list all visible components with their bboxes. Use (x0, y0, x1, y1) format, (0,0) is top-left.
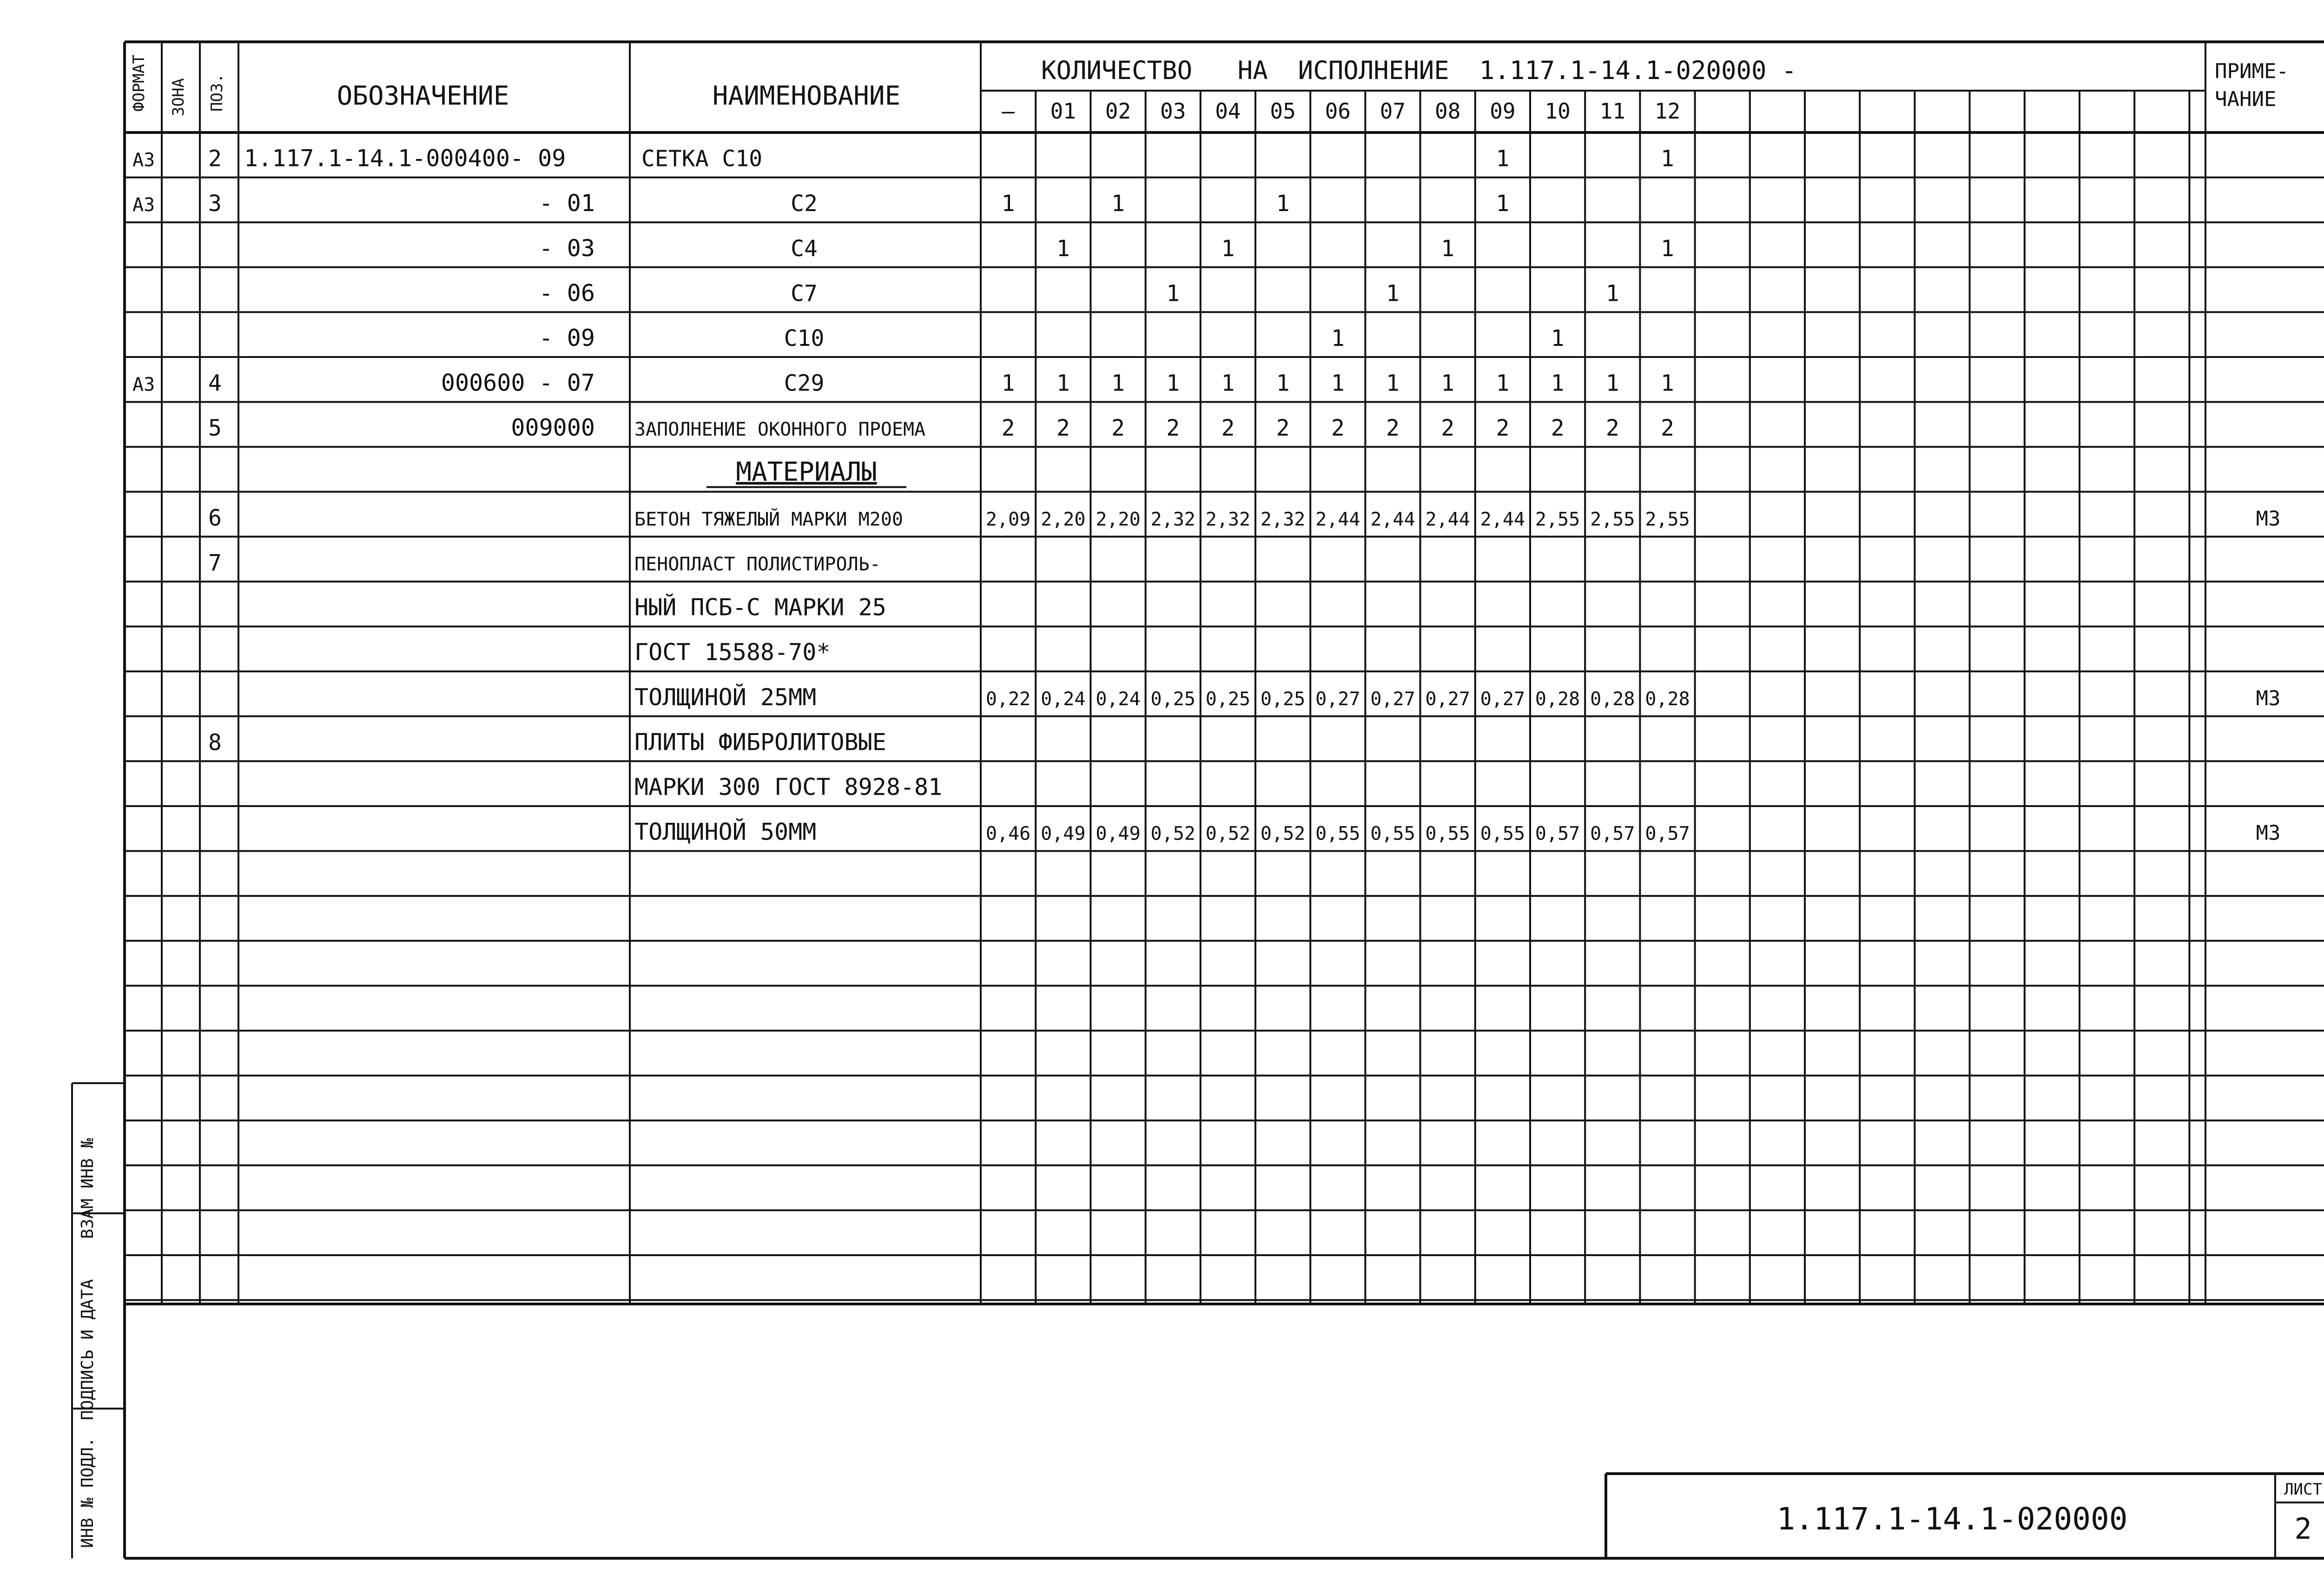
cell-qty: 1 (1111, 191, 1125, 217)
cell-note: М3 (2256, 507, 2281, 531)
cell-qty: 1 (1001, 370, 1015, 397)
cell-designation: - 09 (539, 324, 595, 351)
cell-qty: 2,44 (1425, 509, 1470, 530)
cell-qty: 2 (1166, 415, 1180, 442)
section-heading: МАТЕРИАЛЫ (736, 457, 877, 487)
cell-qty: 0,55 (1315, 823, 1360, 845)
cell-qty: 1 (1605, 280, 1619, 307)
header-designation: ОБОЗНАЧЕНИЕ (337, 81, 509, 111)
qty-column-header: 10 (1545, 99, 1571, 124)
cell-note: М3 (2256, 821, 2281, 845)
cell-pos: 2 (208, 146, 222, 172)
cell-qty: 2,20 (1096, 509, 1141, 530)
cell-qty: 1 (1551, 370, 1565, 397)
cell-qty: 2 (1276, 415, 1290, 442)
cell-qty: 1 (1056, 370, 1070, 397)
cell-pos: 4 (208, 370, 222, 397)
cell-qty: 0,27 (1425, 688, 1470, 710)
cell-qty: 2 (1551, 415, 1565, 442)
table-row (208, 728, 886, 755)
cell-designation: - 01 (539, 190, 595, 217)
cell-qty: 2,44 (1480, 509, 1525, 530)
qty-column-header: 08 (1435, 99, 1461, 124)
cell-qty: 2 (1496, 415, 1510, 442)
cell-name: ГОСТ 15588-70* (634, 639, 831, 666)
cell-format: А3 (132, 149, 155, 171)
cell-qty: 2,20 (1041, 509, 1086, 530)
table-row (132, 145, 1674, 172)
cell-qty: 0,55 (1425, 823, 1470, 845)
qty-column-header: 11 (1599, 99, 1625, 124)
cell-name: С4 (791, 235, 818, 262)
header-name: НАИМЕНОВАНИЕ (712, 81, 901, 111)
cell-qty: 0,49 (1096, 823, 1141, 845)
title-block (1777, 1480, 2322, 1546)
cell-qty: 1 (1331, 325, 1345, 351)
table-row (634, 683, 2280, 711)
cell-qty: 2 (1605, 415, 1619, 442)
cell-qty: 0,57 (1645, 823, 1690, 845)
cell-qty: 1 (1386, 280, 1400, 307)
cell-qty: 1 (1661, 146, 1674, 172)
cell-qty: 0,25 (1205, 688, 1251, 710)
cell-designation: 009000 (511, 414, 595, 442)
cell-qty: 1 (1111, 370, 1125, 397)
qty-column-header: 09 (1490, 99, 1516, 124)
cell-qty: 1 (1166, 370, 1180, 397)
cell-qty: 0,28 (1645, 688, 1690, 710)
qty-column-header: 05 (1270, 99, 1296, 124)
cell-name: С2 (791, 191, 818, 217)
cell-qty: 1 (1496, 146, 1510, 172)
cell-name: СЕТКА С10 (641, 146, 763, 172)
cell-name: НЫЙ ПСБ-С МАРКИ 25 (634, 594, 886, 621)
qty-column-header: — (1002, 99, 1015, 124)
cell-qty: 2,44 (1315, 509, 1360, 530)
cell-designation: - 03 (539, 234, 595, 262)
cell-name: С29 (784, 370, 825, 397)
cell-qty: 1 (1496, 370, 1510, 397)
header-pos: ПОЗ. (208, 73, 226, 112)
cell-qty: 1 (1496, 191, 1510, 217)
cell-qty: 0,24 (1096, 688, 1141, 710)
cell-qty: 2,32 (1205, 509, 1251, 530)
cell-qty: 2 (1441, 415, 1455, 442)
cell-qty: 0,28 (1590, 688, 1635, 710)
table-row (634, 639, 830, 666)
table-row (539, 279, 1619, 306)
cell-qty: 2 (1661, 415, 1674, 442)
cell-pos: 7 (208, 550, 222, 576)
cell-qty: 2 (1221, 415, 1235, 442)
cell-pos: 5 (208, 415, 222, 442)
table-row (634, 818, 2280, 846)
cell-qty: 1 (1551, 325, 1565, 351)
cell-qty: 1 (1331, 370, 1345, 397)
cell-qty: 1 (1661, 235, 1674, 262)
qty-column-header: 07 (1380, 99, 1406, 124)
cell-qty: 0,25 (1260, 688, 1306, 710)
cell-qty: 2,55 (1535, 509, 1580, 530)
cell-designation: - 06 (539, 279, 595, 307)
table-row (706, 457, 906, 487)
cell-qty: 0,27 (1315, 688, 1360, 710)
table-row (634, 774, 942, 801)
cell-qty: 1 (1056, 235, 1070, 262)
cell-qty: 0,52 (1205, 823, 1251, 845)
qty-column-header: 03 (1160, 99, 1186, 124)
cell-qty: 0,55 (1370, 823, 1415, 845)
cell-note: М3 (2256, 686, 2281, 710)
cell-format: А3 (132, 194, 155, 216)
cell-qty: 2,32 (1150, 509, 1195, 530)
cell-name: БЕТОН ТЯЖЕЛЫЙ МАРКИ М200 (634, 509, 903, 530)
cell-qty: 2 (1331, 415, 1345, 442)
cell-name: ЗАПОЛНЕНИЕ ОКОННОГО ПРОЕМА (634, 419, 926, 441)
cell-qty: 1 (1276, 370, 1290, 397)
cell-name: МАРКИ 300 ГОСТ 8928-81 (634, 774, 943, 801)
cell-qty: 1 (1441, 370, 1455, 397)
table-rows (132, 145, 2280, 846)
cell-pos: 8 (208, 729, 222, 756)
cell-qty: 0,55 (1480, 823, 1525, 845)
qty-column-header: 12 (1654, 99, 1681, 124)
cell-qty: 2 (1056, 415, 1070, 442)
sheet-number: 2 (2294, 1512, 2312, 1546)
cell-qty: 0,49 (1041, 823, 1086, 845)
cell-qty: 0,57 (1535, 823, 1580, 845)
cell-designation: 000600 - 07 (441, 369, 595, 397)
cell-qty: 1 (1001, 191, 1015, 217)
cell-qty: 0,52 (1150, 823, 1195, 845)
cell-qty: 0,27 (1480, 688, 1525, 710)
cell-name: С10 (784, 325, 825, 351)
qty-column-header: 01 (1050, 99, 1076, 124)
cell-format: А3 (132, 374, 155, 396)
table-row (634, 594, 886, 621)
cell-qty: 1 (1386, 370, 1400, 397)
table-row (539, 324, 1565, 351)
cell-qty: 0,52 (1260, 823, 1306, 845)
qty-column-header: 02 (1105, 99, 1131, 124)
sheet-label: ЛИСТ (2284, 1480, 2322, 1499)
cell-qty: 2,44 (1370, 509, 1415, 530)
header-format: ФОРМАТ (130, 54, 148, 112)
cell-name: ТОЛЩИНОЙ 25ММ (634, 683, 817, 711)
cell-qty: 0,25 (1150, 688, 1195, 710)
table-row (132, 190, 1509, 217)
cell-qty: 2,55 (1645, 509, 1690, 530)
qty-column-header: 06 (1325, 99, 1351, 124)
header-note-line1: ПРИМЕ- (2215, 60, 2289, 83)
cell-qty: 0,28 (1535, 688, 1580, 710)
side-label-vzam-inv: ВЗАМ ИНВ № (78, 1138, 97, 1239)
table-header (130, 54, 2289, 116)
cell-qty: 1 (1605, 370, 1619, 397)
table-row (208, 414, 1674, 441)
cell-pos: 6 (208, 505, 222, 531)
table-row (208, 550, 881, 576)
cell-qty: 0,57 (1590, 823, 1635, 845)
cell-qty: 1 (1276, 191, 1290, 217)
qty-column-headers (1002, 99, 1680, 124)
cell-name: ТОЛЩИНОЙ 50ММ (634, 818, 817, 846)
cell-designation: 1.117.1-14.1-000400- 09 (244, 145, 566, 172)
cell-qty: 1 (1661, 370, 1674, 397)
side-stamp (78, 1138, 97, 1548)
cell-qty: 2 (1386, 415, 1400, 442)
header-zone: ЗОНА (169, 78, 188, 116)
cell-qty: 2 (1111, 415, 1125, 442)
cell-qty: 0,22 (985, 688, 1031, 710)
side-label-podpis-data: ПОДПИСЬ И ДАТА (78, 1279, 97, 1420)
side-label-inv-podl: ИНВ № ПОДЛ. (78, 1437, 97, 1548)
cell-qty: 2,32 (1260, 509, 1306, 530)
header-qty-title: КОЛИЧЕСТВО НА ИСПОЛНЕНИЕ 1.117.1-14.1-020000 - (1041, 56, 1797, 85)
cell-qty: 0,24 (1041, 688, 1086, 710)
cell-qty: 1 (1441, 235, 1455, 262)
table-row (132, 370, 1674, 397)
cell-name: ПЛИТЫ ФИБРОЛИТОВЫЕ (634, 728, 886, 756)
cell-qty: 1 (1166, 280, 1180, 307)
qty-column-header: 04 (1215, 99, 1241, 124)
cell-qty: 0,27 (1370, 688, 1415, 710)
cell-qty: 0,46 (985, 823, 1031, 845)
cell-pos: 3 (208, 191, 222, 217)
cell-qty: 1 (1221, 235, 1235, 262)
cell-qty: 2 (1001, 415, 1015, 442)
cell-qty: 1 (1221, 370, 1235, 397)
cell-qty: 2,55 (1590, 509, 1635, 530)
cell-qty: 2,09 (985, 509, 1031, 530)
table-grid (72, 42, 2324, 1558)
cell-name: ПЕНОПЛАСТ ПОЛИСТИРОЛЬ- (634, 554, 881, 575)
table-row (539, 235, 1674, 262)
header-note-line2: ЧАНИЕ (2215, 87, 2277, 111)
title-block-code: 1.117.1-14.1-020000 (1776, 1501, 2128, 1537)
cell-name: С7 (791, 280, 818, 307)
